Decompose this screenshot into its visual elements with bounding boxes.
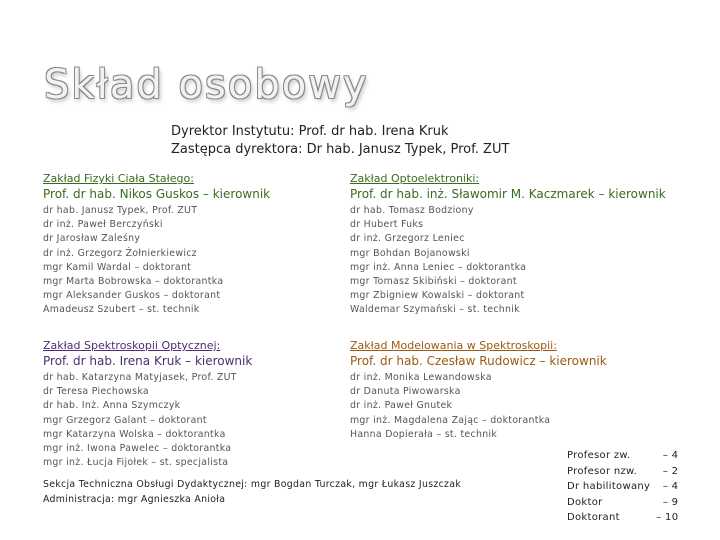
directors-block xyxy=(171,123,509,159)
staff-member: dr inż. Paweł Gnutek xyxy=(350,400,453,412)
staff-member: mgr Marta Bobrowska – doktorantka xyxy=(43,276,224,288)
staff-member: mgr Zbigniew Kowalski – doktorant xyxy=(350,290,525,302)
staff-member: mgr inż. Iwona Pawelec – doktorantka xyxy=(43,443,232,455)
staff-statistics xyxy=(567,448,678,526)
stat-label: Doktorant xyxy=(567,512,620,523)
staff-list xyxy=(43,204,373,318)
department-optoelectronics xyxy=(350,171,710,318)
staff-member: dr hab. Inż. Anna Szymczyk xyxy=(43,400,181,412)
staff-member: dr Teresa Piechowska xyxy=(43,386,149,398)
department-head: Prof. dr hab. Czesław Rudowicz – kierownik xyxy=(350,354,607,368)
stat-label: Doktor xyxy=(567,496,603,508)
department-head: Prof. dr hab. inż. Sławomir M. Kaczmarek – kierownik xyxy=(350,187,666,201)
page-title: Skład osobowy xyxy=(44,62,369,108)
deputy-director-line: Zastępca dyrektora: Dr hab. Janusz Typek, Prof. ZUT xyxy=(171,142,510,157)
staff-list xyxy=(350,371,680,442)
staff-member: mgr inż. Anna Leniec – doktorantka xyxy=(350,261,527,273)
staff-member: Waldemar Szymański – st. technik xyxy=(350,304,520,316)
staff-list xyxy=(43,371,373,470)
department-name: Zakład Fizyki Ciała Stałego: xyxy=(43,172,194,185)
stat-value: – 2 xyxy=(662,465,679,477)
staff-member: mgr Tomasz Skibiński – doktorant xyxy=(350,276,517,288)
staff-member: mgr Grzegorz Galant – doktorant xyxy=(43,414,207,426)
stat-row xyxy=(567,495,678,511)
department-solid-state-physics xyxy=(43,171,373,318)
support-staff-block xyxy=(43,478,461,507)
administration-line: Administracja: mgr Agnieszka Anioła xyxy=(43,493,226,505)
stat-label: Dr habilitowany xyxy=(567,481,651,492)
staff-member: dr hab. Katarzyna Matyjasek, Prof. ZUT xyxy=(43,372,237,383)
department-name: Zakład Optoelektroniki: xyxy=(350,172,480,185)
staff-member: mgr Katarzyna Wolska – doktorantka xyxy=(43,428,226,440)
staff-member: mgr Aleksander Guskos – doktorant xyxy=(43,290,221,302)
stat-row xyxy=(567,479,678,495)
director-line: Dyrektor Instytutu: Prof. dr hab. Irena Kruk xyxy=(171,124,449,139)
staff-member: dr Danuta Piwowarska xyxy=(350,386,461,398)
staff-member: dr inż. Paweł Berczyński xyxy=(43,219,163,231)
staff-member: dr inż. Monika Lewandowska xyxy=(350,372,492,383)
stat-row xyxy=(567,464,678,480)
staff-member: mgr inż. Magdalena Zając – doktorantka xyxy=(350,414,551,426)
department-name: Zakład Spektroskopii Optycznej: xyxy=(43,339,221,352)
stat-value: – 10 xyxy=(656,512,679,523)
department-spectroscopy-modeling xyxy=(350,338,680,442)
staff-member: mgr Kamil Wardal – doktorant xyxy=(43,261,192,273)
stat-row xyxy=(567,448,678,464)
staff-member: dr Hubert Fuks xyxy=(350,219,424,231)
stat-value: – 4 xyxy=(662,481,679,492)
department-name: Zakład Modelowania w Spektroskopii: xyxy=(350,339,557,352)
technical-section-line: Sekcja Techniczna Obsługi Dydaktycznej: mgr Bogdan Turczak, mgr Łukasz Juszczak xyxy=(43,479,462,490)
stat-row xyxy=(567,510,678,526)
staff-member: mgr inż. Łucja Fijołek – st. specjalista xyxy=(43,457,229,469)
staff-member: dr inż. Grzegorz Żołnierkiewicz xyxy=(43,247,197,259)
staff-list xyxy=(350,204,710,318)
staff-member: mgr Bohdan Bojanowski xyxy=(350,247,470,259)
staff-member: dr hab. Janusz Typek, Prof. ZUT xyxy=(43,205,198,216)
staff-member: Hanna Dopierała – st. technik xyxy=(350,428,498,440)
department-head: Prof. dr hab. Irena Kruk – kierownik xyxy=(43,354,253,368)
staff-member: dr inż. Grzegorz Leniec xyxy=(350,233,465,245)
staff-member: dr Jarosław Zaleśny xyxy=(43,233,141,245)
staff-member: Amadeusz Szubert – st. technik xyxy=(43,304,200,316)
stat-label: Profesor nzw. xyxy=(567,465,638,477)
department-optical-spectroscopy xyxy=(43,338,373,470)
department-head: Prof. dr hab. Nikos Guskos – kierownik xyxy=(43,187,271,201)
stat-value: – 9 xyxy=(662,496,679,508)
stat-label: Profesor zw. xyxy=(567,450,631,461)
stat-value: – 4 xyxy=(662,450,679,461)
staff-member: dr hab. Tomasz Bodziony xyxy=(350,205,474,216)
